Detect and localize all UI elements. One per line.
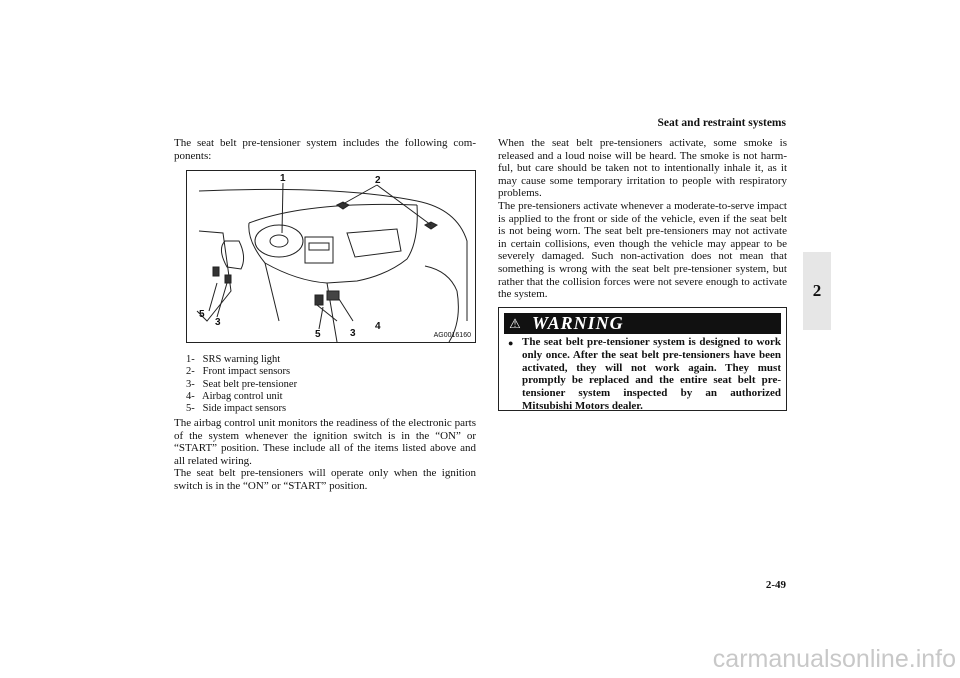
component-diagram (186, 170, 476, 343)
left-body-text (174, 417, 476, 493)
figure-code: AG0016160 (433, 332, 471, 339)
warning-box (498, 307, 787, 411)
callout-5-left: 5 (199, 309, 205, 320)
legend-number: 2- (186, 366, 195, 378)
bullet-icon: ● (508, 338, 514, 348)
legend-label: Airbag control unit (202, 390, 283, 402)
legend-item (186, 366, 297, 378)
intro-text: The seat belt pre-tensioner system includes the following com-ponents: (174, 137, 476, 162)
activation-paragraph: The pre-tensioners activate whenever a moderate-to-serve impact is applied to the front or side of the vehicle, even if the seat belt is not being worn. The seat belt pre-tensioners may not activate in certain collisions, even though the vehicle may appear to be severely damaged. Such non-activation does not mean that something is wrong with the seat belt pre-tensioner system, but rather that the collision forces were not severe enough to activate the system. (498, 199, 787, 301)
legend-label: Side impact sensors (202, 403, 287, 415)
right-body-text (498, 137, 787, 301)
operation-paragraph: The seat belt pre-tensioners will operate only when the ignition switch is in the “ON” or “START” position. (174, 467, 476, 492)
legend-number: 5- (186, 403, 195, 415)
chapter-tab: 2 (803, 252, 831, 330)
callout-5-right: 5 (315, 329, 321, 340)
legend-item (186, 354, 297, 366)
callout-2: 2 (375, 175, 381, 186)
warning-item (508, 336, 781, 413)
running-header: Seat and restraint systems (657, 117, 786, 129)
legend-item (186, 403, 297, 415)
callout-1: 1 (280, 173, 286, 184)
legend-number: 1- (186, 354, 195, 365)
legend-number: 4- (186, 390, 195, 402)
callout-3-left: 3 (215, 317, 221, 328)
watermark: carmanualsonline.info (712, 645, 956, 673)
warning-title: WARNING (532, 313, 624, 333)
smoke-paragraph: When the seat belt pre-tensioners activate, some smoke is released and a loud noise will be heard. The smoke is not harm-ful, but care should be taken not to intentionally inhale it, as it may cause some temporary irritation to people with respiratory problems. (498, 137, 787, 200)
legend-item (186, 379, 297, 391)
dashboard-illustration (187, 171, 475, 342)
warning-banner (504, 313, 781, 334)
warning-triangle-icon: ⚠ (509, 315, 521, 331)
legend-label: SRS warning light (202, 354, 281, 365)
page-number: 2-49 (765, 579, 786, 591)
legend-label: Front impact sensors (202, 366, 291, 378)
legend-number: 3- (186, 378, 195, 390)
intro-paragraph (174, 137, 476, 162)
monitoring-paragraph: The airbag control unit monitors the readiness of the electronic parts of the system whenever the ignition switch is in the “ON” or “START” position. These include all of the items listed above and all related wiring. (174, 417, 476, 467)
legend-item (186, 391, 297, 403)
callout-4: 4 (375, 321, 381, 332)
warning-text: The seat belt pre-tensioner system is designed to work only once. After the seat belt pre-tensioners have been activated, they will not work again. They must promptly be replaced and the entire seat belt pre-tensioner system inspected by an authorized Mitsubishi Motors dealer. (522, 336, 781, 412)
callout-3-right: 3 (350, 328, 356, 339)
figure-legend (186, 354, 297, 415)
legend-label: Seat belt pre-tensioner (202, 378, 298, 390)
